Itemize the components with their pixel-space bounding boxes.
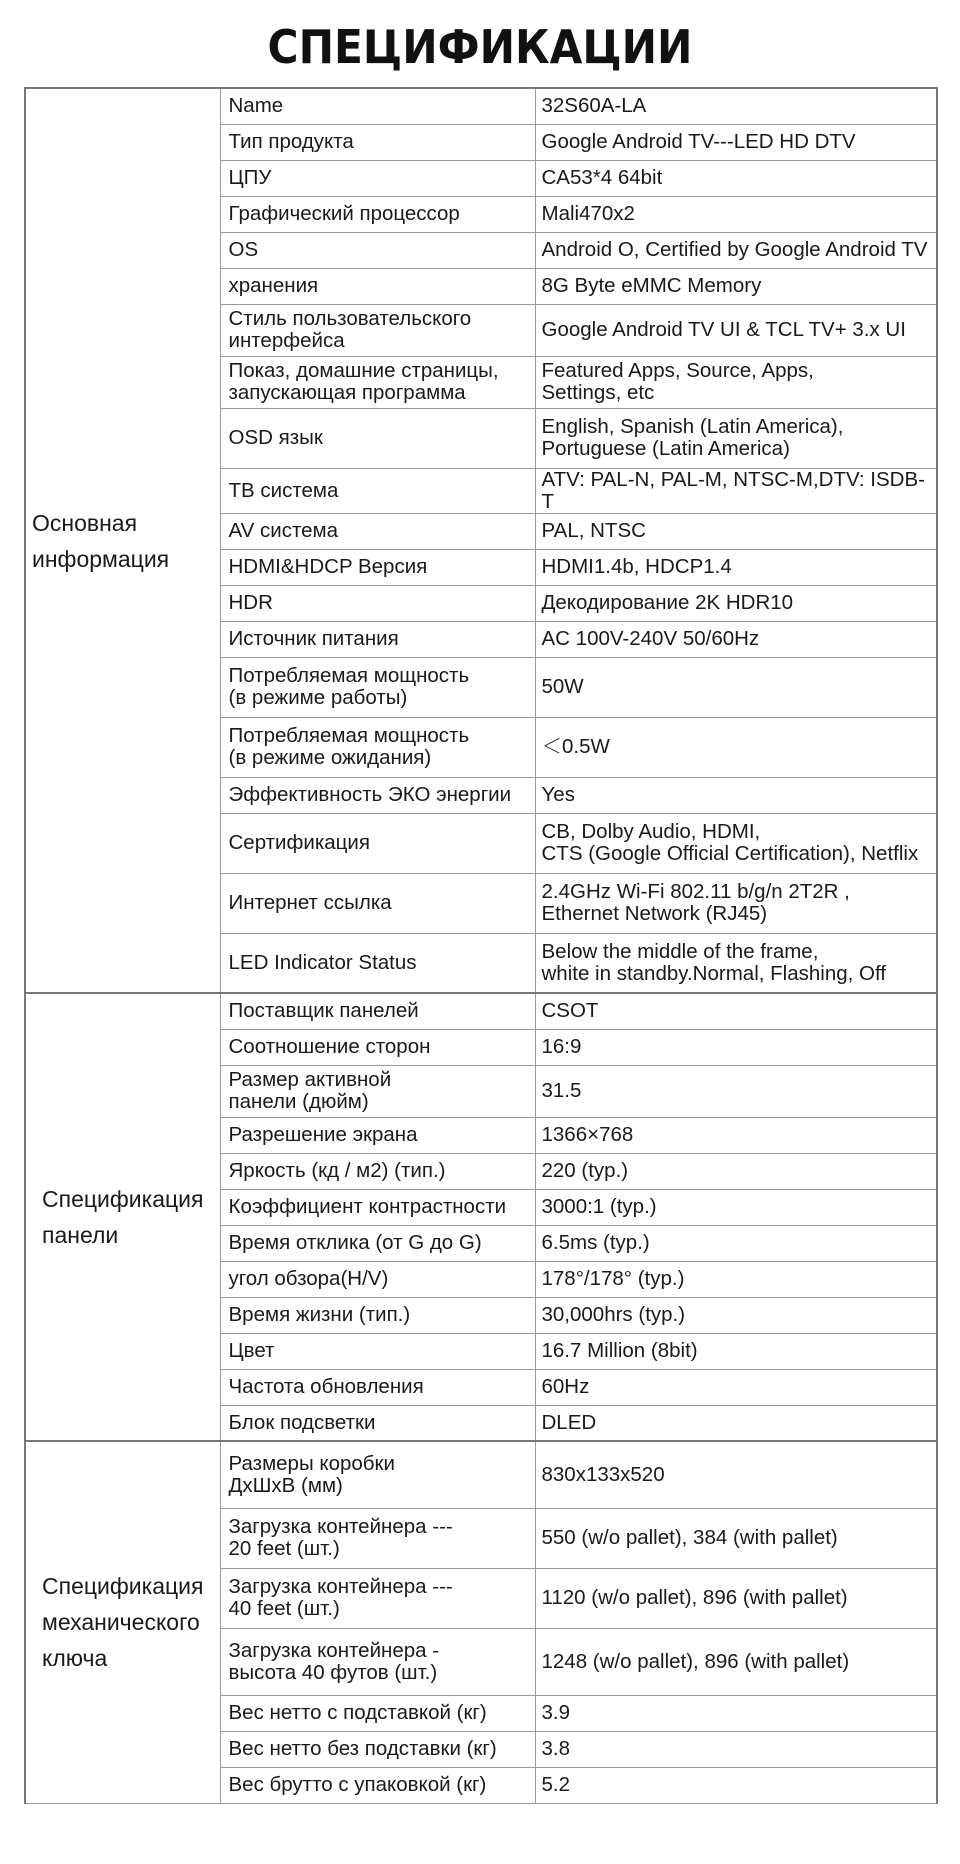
spec-label: Потребляемая мощность (в режиме ожидания): [220, 717, 535, 777]
section-heading-line: механического: [42, 1609, 200, 1636]
spec-value: 830x133x520: [535, 1441, 937, 1508]
spec-label: Загрузка контейнера - высота 40 футов (шт.): [220, 1628, 535, 1695]
spec-label: Загрузка контейнера --- 20 feet (шт.): [220, 1508, 535, 1568]
spec-value: 1248 (w/o pallet), 896 (with pallet): [535, 1628, 937, 1695]
spec-label: LED Indicator Status: [220, 933, 535, 993]
spec-value: Google Android TV---LED HD DTV: [535, 124, 937, 160]
table-row: [25, 993, 937, 1029]
spec-value: 16:9: [535, 1029, 937, 1065]
spec-label: AV система: [220, 513, 535, 549]
spec-label: Блок подсветки: [220, 1405, 535, 1441]
spec-label: Яркость (кд / м2) (тип.): [220, 1153, 535, 1189]
spec-value: DLED: [535, 1405, 937, 1441]
spec-value: ＜0.5W: [535, 717, 937, 777]
spec-label: Источник питания: [220, 621, 535, 657]
spec-value: 1120 (w/o pallet), 896 (with pallet): [535, 1568, 937, 1628]
spec-label: угол обзора(H/V): [220, 1261, 535, 1297]
spec-label: хранения: [220, 268, 535, 304]
section-heading-line: информация: [32, 545, 170, 572]
page-title: СПЕЦИФИКАЦИИ: [267, 20, 693, 74]
spec-value: 5.2: [535, 1767, 937, 1803]
spec-value: 32S60A-LA: [535, 88, 937, 124]
spec-label: Соотношение сторон: [220, 1029, 535, 1065]
spec-value: 60Hz: [535, 1369, 937, 1405]
spec-label: Name: [220, 88, 535, 124]
spec-label: OSD язык: [220, 408, 535, 468]
spec-value: PAL, NTSC: [535, 513, 937, 549]
spec-value: 220 (typ.): [535, 1153, 937, 1189]
spec-value: CB, Dolby Audio, HDMI, CTS (Google Official Certification), Netflix: [535, 813, 937, 873]
spec-label: Стиль пользовательского интерфейса: [220, 304, 535, 356]
spec-label: Поставщик панелей: [220, 993, 535, 1029]
spec-value: 31.5: [535, 1065, 937, 1117]
spec-label: Коэффициент контрастности: [220, 1189, 535, 1225]
section-heading: [25, 993, 220, 1441]
section-heading-line: панели: [42, 1222, 119, 1248]
table-row: [25, 88, 937, 124]
spec-label: Тип продукта: [220, 124, 535, 160]
section-heading-line: ключа: [42, 1645, 108, 1672]
section-heading-line: Спецификация: [42, 1186, 204, 1212]
spec-value: CA53*4 64bit: [535, 160, 937, 196]
spec-value: 16.7 Million (8bit): [535, 1333, 937, 1369]
spec-value: 1366×768: [535, 1117, 937, 1153]
spec-value: 6.5ms (typ.): [535, 1225, 937, 1261]
spec-label: ЦПУ: [220, 160, 535, 196]
spec-label: Размер активной панели (дюйм): [220, 1065, 535, 1117]
spec-label: Эффективность ЭКО энергии: [220, 777, 535, 813]
spec-value: Featured Apps, Source, Apps, Settings, etc: [535, 356, 937, 408]
spec-label: Размеры коробки ДхШхВ (мм): [220, 1441, 535, 1508]
spec-label: Вес брутто с упаковкой (кг): [220, 1767, 535, 1803]
spec-label: ТВ система: [220, 468, 535, 513]
section-heading: [25, 1441, 220, 1803]
spec-value: 30,000hrs (typ.): [535, 1297, 937, 1333]
spec-value: 3.8: [535, 1731, 937, 1767]
spec-table-body: [25, 88, 937, 1803]
section-heading-line: Основная: [32, 509, 138, 536]
spec-label: HDR: [220, 585, 535, 621]
spec-value: English, Spanish (Latin America), Portuguese (Latin America): [535, 408, 937, 468]
spec-value: 8G Byte eMMC Memory: [535, 268, 937, 304]
spec-value: Below the middle of the frame, white in standby.Normal, Flashing, Off: [535, 933, 937, 993]
spec-label: Графический процессор: [220, 196, 535, 232]
spec-value: 3.9: [535, 1695, 937, 1731]
section-heading-line: Спецификация: [42, 1573, 204, 1600]
spec-label: HDMI&HDCP Версия: [220, 549, 535, 585]
spec-table: [24, 87, 938, 1804]
spec-label: Вес нетто без подставки (кг): [220, 1731, 535, 1767]
spec-value: Yes: [535, 777, 937, 813]
spec-label: OS: [220, 232, 535, 268]
spec-label: Разрешение экрана: [220, 1117, 535, 1153]
spec-value: 178°/178° (typ.): [535, 1261, 937, 1297]
spec-value: Android O, Certified by Google Android TV: [535, 232, 937, 268]
spec-value: 550 (w/o pallet), 384 (with pallet): [535, 1508, 937, 1568]
spec-label: Сертификация: [220, 813, 535, 873]
spec-value: HDMI1.4b, HDCP1.4: [535, 549, 937, 585]
spec-label: Частота обновления: [220, 1369, 535, 1405]
spec-value: Декодирование 2K HDR10: [535, 585, 937, 621]
spec-value: Mali470x2: [535, 196, 937, 232]
spec-label: Цвет: [220, 1333, 535, 1369]
spec-label: Время отклика (от G до G): [220, 1225, 535, 1261]
table-row: [25, 1441, 937, 1508]
spec-label: Потребляемая мощность (в режиме работы): [220, 657, 535, 717]
spec-value: 50W: [535, 657, 937, 717]
spec-value: Google Android TV UI & TCL TV+ 3.x UI: [535, 304, 937, 356]
spec-label: Загрузка контейнера --- 40 feet (шт.): [220, 1568, 535, 1628]
spec-value: 3000:1 (typ.): [535, 1189, 937, 1225]
spec-value: ATV: PAL-N, PAL-M, NTSC-M,DTV: ISDB-T: [535, 468, 937, 513]
spec-value: CSOT: [535, 993, 937, 1029]
section-heading: [25, 88, 220, 993]
spec-value: AC 100V-240V 50/60Hz: [535, 621, 937, 657]
spec-label: Показ, домашние страницы, запускающая программа: [220, 356, 535, 408]
spec-label: Интернет ссылка: [220, 873, 535, 933]
spec-label: Вес нетто с подставкой (кг): [220, 1695, 535, 1731]
spec-label: Время жизни (тип.): [220, 1297, 535, 1333]
spec-value: 2.4GHz Wi-Fi 802.11 b/g/n 2T2R , Ethernet Network (RJ45): [535, 873, 937, 933]
